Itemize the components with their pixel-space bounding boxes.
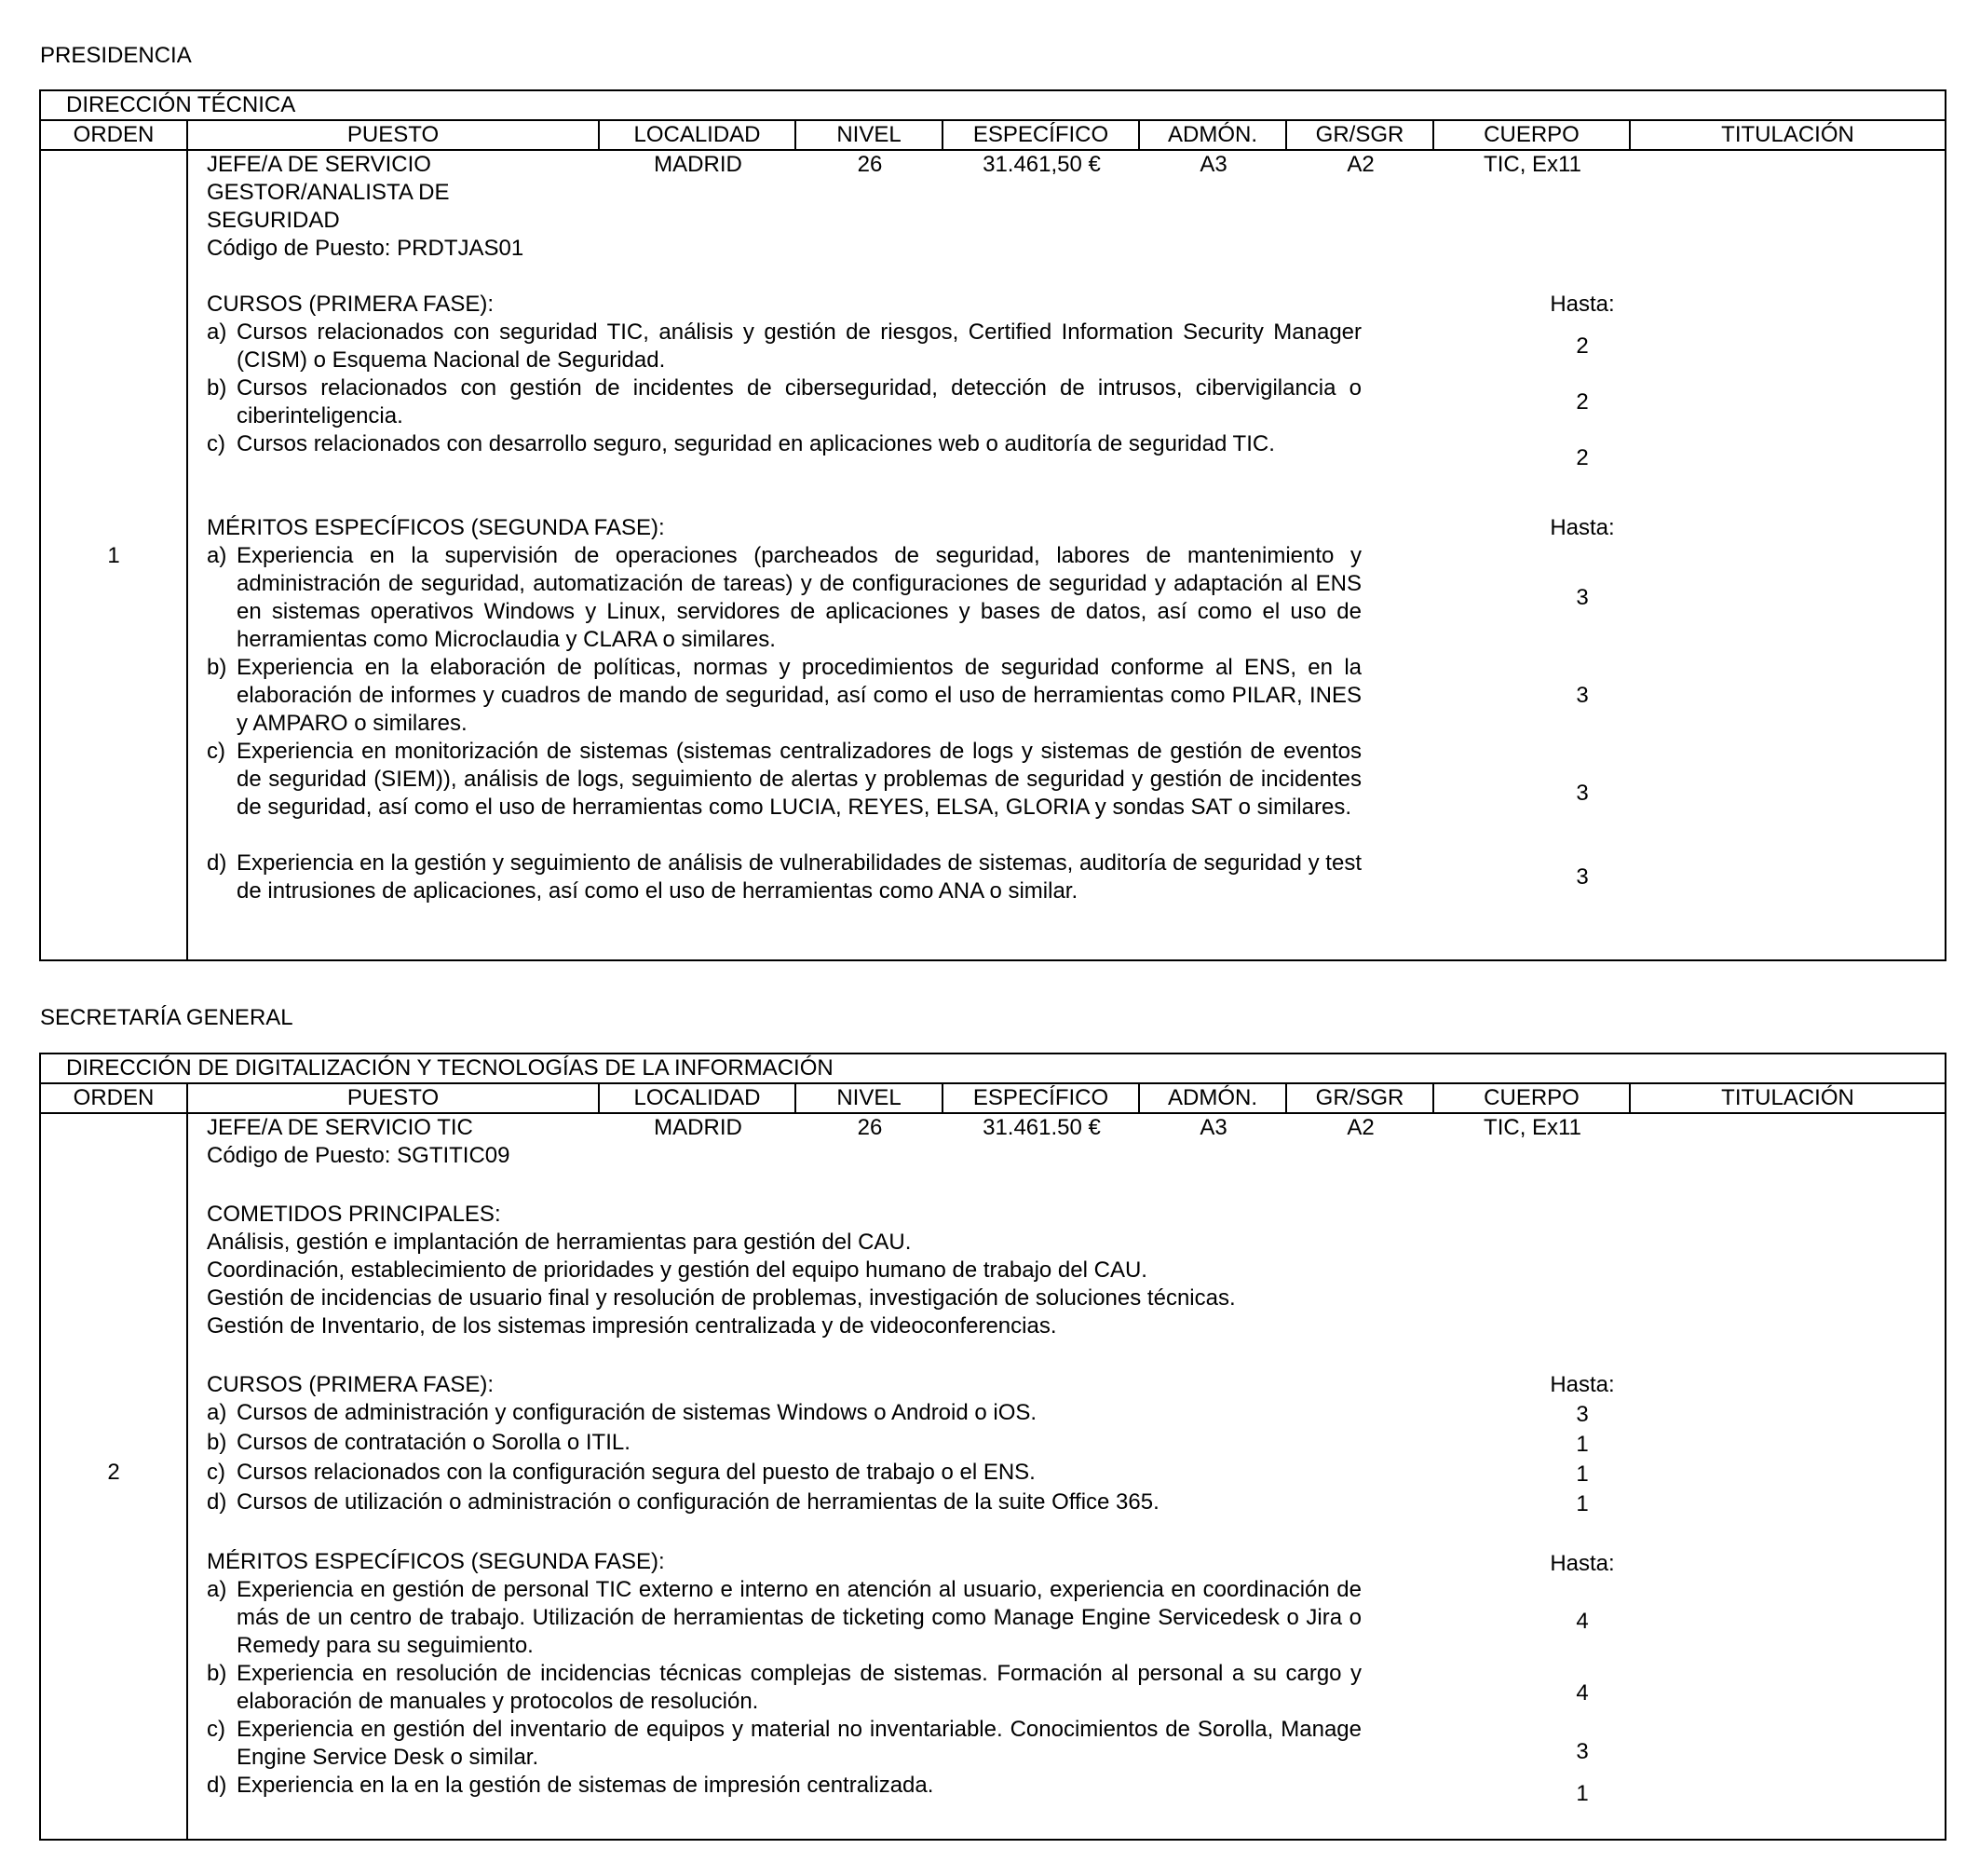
- section-title: SECRETARÍA GENERAL: [40, 1005, 293, 1030]
- merito-item: [207, 850, 1362, 905]
- puesto-line: GESTOR/ANALISTA DE: [207, 180, 450, 205]
- unit-name: DIRECCIÓN TÉCNICA: [41, 91, 1945, 121]
- item-label: d): [207, 850, 227, 876]
- curso-points: 2: [1576, 389, 1589, 415]
- unit-name: DIRECCIÓN DE DIGITALIZACIÓN Y TECNOLOGÍAS DE LA INFORMACIÓN: [41, 1054, 1945, 1084]
- merito-points: 3: [1576, 683, 1589, 708]
- curso-item: [207, 1459, 1362, 1489]
- cometido-line: Coordinación, establecimiento de prioridades y gestión del equipo humano de trabajo del CAU.: [207, 1257, 1147, 1283]
- orden-number: 1: [107, 543, 120, 568]
- puesto-code: Código de Puesto: PRDTJAS01: [207, 236, 524, 261]
- item-label: b): [207, 1661, 227, 1686]
- item-label: c): [207, 739, 225, 764]
- col-localidad: LOCALIDAD: [600, 1084, 796, 1112]
- item-text: Experiencia en gestión de personal TIC externo e interno en atención al usuario, experiencia en coordinación de más de un centro de trabajo. Utilización de herramientas de ticketing como Manage Engine Servicedesk o Jira o Remedy para su seguimiento.: [237, 1577, 1362, 1658]
- col-grsgr: GR/SGR: [1287, 1084, 1434, 1112]
- item-text: Cursos relacionados con desarrollo seguro, seguridad en aplicaciones web o auditoría de seguridad TIC.: [237, 431, 1275, 456]
- hasta-label: Hasta:: [1550, 292, 1615, 317]
- item-label: d): [207, 1489, 227, 1515]
- item-text: Cursos relacionados con gestión de incidentes de ciberseguridad, detección de intrusos, cibervigilancia o ciberinteligencia.: [237, 375, 1362, 428]
- col-especifico: ESPECÍFICO: [943, 121, 1140, 149]
- col-localidad: LOCALIDAD: [600, 121, 796, 149]
- col-grsgr: GR/SGR: [1287, 121, 1434, 149]
- merito-item: [207, 1716, 1362, 1772]
- merito-item: [207, 1660, 1362, 1716]
- job-table: [39, 89, 1946, 961]
- puesto-line: SEGURIDAD: [207, 208, 340, 233]
- merito-points: 1: [1576, 1781, 1589, 1806]
- nivel-value: 26: [857, 152, 883, 177]
- localidad-value: MADRID: [654, 152, 742, 177]
- especifico-value: 31.461.50 €: [983, 1115, 1101, 1140]
- col-orden: ORDEN: [41, 121, 188, 149]
- merito-points: 3: [1576, 1739, 1589, 1764]
- item-text: Experiencia en la elaboración de políticas, normas y procedimientos de seguridad conforme al ENS, en la elaboración de informes y cuadros de mando de seguridad, así como el uso de herramientas como PILAR, INES y AMPARO o similares.: [237, 655, 1362, 736]
- curso-item: [207, 430, 1362, 486]
- col-cuerpo: CUERPO: [1434, 121, 1631, 149]
- curso-points: 1: [1576, 1432, 1589, 1457]
- item-text: Cursos relacionados con seguridad TIC, análisis y gestión de riesgos, Certified Information Security Manager (CISM) o Esquema Nacional de Seguridad.: [237, 319, 1362, 373]
- nivel-value: 26: [857, 1115, 883, 1140]
- cursos-heading: CURSOS (PRIMERA FASE):: [207, 1372, 495, 1397]
- item-text: Cursos de contratación o Sorolla o ITIL.: [237, 1430, 631, 1455]
- hasta-label: Hasta:: [1550, 515, 1615, 540]
- merito-points: 4: [1576, 1680, 1589, 1706]
- merito-item: [207, 654, 1362, 738]
- cuerpo-value: TIC, Ex11: [1484, 1115, 1581, 1140]
- localidad-value: MADRID: [654, 1115, 742, 1140]
- grsgr-value: A2: [1347, 1115, 1375, 1140]
- item-label: c): [207, 1717, 225, 1742]
- merito-item: [207, 542, 1362, 654]
- item-label: a): [207, 543, 227, 568]
- item-text: Cursos de administración y configuración de sistemas Windows o Android o iOS.: [237, 1400, 1037, 1425]
- col-nivel: NIVEL: [796, 121, 943, 149]
- item-label: c): [207, 1460, 225, 1485]
- grsgr-value: A2: [1347, 152, 1375, 177]
- curso-points: 1: [1576, 1461, 1589, 1487]
- especifico-value: 31.461,50 €: [983, 152, 1101, 177]
- item-text: Experiencia en gestión del inventario de equipos y material no inventariable. Conocimientos de Sorolla, Manage Engine Service Desk o similar.: [237, 1717, 1362, 1770]
- puesto-detail: [207, 1114, 1362, 1801]
- col-titulacion: TITULACIÓN: [1721, 122, 1854, 147]
- item-label: d): [207, 1773, 227, 1798]
- orden-cell: [41, 1114, 188, 1839]
- merito-item: [207, 1576, 1362, 1660]
- item-text: Cursos relacionados con la configuración segura del puesto de trabajo o el ENS.: [237, 1460, 1036, 1485]
- col-puesto: PUESTO: [188, 1084, 600, 1112]
- item-text: Cursos de utilización o administración o configuración de herramientas de la suite Office 365.: [237, 1489, 1160, 1515]
- puesto-line: JEFE/A DE SERVICIO: [207, 152, 431, 177]
- merito-points: 3: [1576, 781, 1589, 806]
- column-header-row: [41, 1084, 1945, 1114]
- col-especifico: ESPECÍFICO: [943, 1084, 1140, 1112]
- col-titulacion: TITULACIÓN: [1721, 1085, 1854, 1110]
- admon-value: A3: [1200, 1115, 1227, 1140]
- orden-cell: [41, 151, 188, 959]
- item-label: a): [207, 1577, 227, 1602]
- col-nivel: NIVEL: [796, 1084, 943, 1112]
- item-text: Experiencia en la supervisión de operaciones (parcheados de seguridad, labores de mantenimiento y administración de seguridad, automatización de tareas) y de configuraciones de seguridad y adaptación al ENS en sistemas operativos Windows y Linux, servidores de aplicaciones y bases de datos, así como el uso de herramientas como Microclaudia y CLARA o similares.: [237, 543, 1362, 652]
- curso-item: [207, 1399, 1362, 1429]
- cometido-line: Gestión de incidencias de usuario final y resolución de problemas, investigación de soluciones técnicas.: [207, 1285, 1236, 1311]
- admon-value: A3: [1200, 152, 1227, 177]
- job-row: [41, 1114, 1945, 1839]
- item-text: Experiencia en monitorización de sistemas (sistemas centralizadores de logs y sistemas de gestión de eventos de seguridad (SIEM)), análisis de logs, seguimiento de alertas y problemas de seguridad y gestión de incidentes de seguridad, así como el uso de herramientas como LUCIA, REYES, ELSA, GLORIA y sondas SAT o similares.: [237, 739, 1362, 820]
- merito-points: 4: [1576, 1609, 1589, 1634]
- merito-points: 3: [1576, 585, 1589, 610]
- col-orden: ORDEN: [41, 1084, 188, 1112]
- item-text: Experiencia en la gestión y seguimiento de análisis de vulnerabilidades de sistemas, auditoría de seguridad y test de intrusiones de aplicaciones, así como el uso de herramientas como ANA o similar.: [237, 850, 1362, 904]
- curso-item: [207, 1489, 1362, 1518]
- job-row: [41, 151, 1945, 959]
- meritos-heading: MÉRITOS ESPECÍFICOS (SEGUNDA FASE):: [207, 515, 665, 540]
- curso-points: 2: [1576, 333, 1589, 359]
- cometidos-heading: COMETIDOS PRINCIPALES:: [207, 1202, 501, 1227]
- job-table: [39, 1053, 1946, 1841]
- curso-item: [207, 319, 1362, 374]
- item-label: a): [207, 1400, 227, 1425]
- item-label: b): [207, 375, 227, 401]
- merito-points: 3: [1576, 864, 1589, 890]
- puesto-line: JEFE/A DE SERVICIO TIC: [207, 1115, 473, 1140]
- curso-item: [207, 1429, 1362, 1459]
- merito-item: [207, 1772, 1362, 1801]
- item-text: Experiencia en la en la gestión de sistemas de impresión centralizada.: [237, 1773, 934, 1798]
- cometido-line: Gestión de Inventario, de los sistemas impresión centralizada y de videoconferencias.: [207, 1313, 1057, 1339]
- col-admon: ADMÓN.: [1140, 1084, 1287, 1112]
- col-puesto: PUESTO: [188, 121, 600, 149]
- curso-points: 3: [1576, 1402, 1589, 1427]
- col-admon: ADMÓN.: [1140, 121, 1287, 149]
- orden-number: 2: [107, 1460, 120, 1485]
- curso-item: [207, 374, 1362, 430]
- item-label: a): [207, 319, 227, 345]
- cometido-line: Análisis, gestión e implantación de herramientas para gestión del CAU.: [207, 1230, 912, 1255]
- col-cuerpo: CUERPO: [1434, 1084, 1631, 1112]
- item-text: Experiencia en resolución de incidencias técnicas complejas de sistemas. Formación al personal a su cargo y elaboración de manuales y protocolos de resolución.: [237, 1661, 1362, 1714]
- item-label: c): [207, 431, 225, 456]
- cursos-heading: CURSOS (PRIMERA FASE):: [207, 292, 495, 317]
- curso-points: 1: [1576, 1491, 1589, 1516]
- merito-item: [207, 738, 1362, 850]
- hasta-label: Hasta:: [1550, 1372, 1615, 1397]
- puesto-detail: [207, 151, 1362, 905]
- puesto-code: Código de Puesto: SGTITIC09: [207, 1143, 510, 1168]
- meritos-heading: MÉRITOS ESPECÍFICOS (SEGUNDA FASE):: [207, 1549, 665, 1574]
- curso-points: 2: [1576, 445, 1589, 470]
- item-label: b): [207, 655, 227, 680]
- cuerpo-value: TIC, Ex11: [1484, 152, 1581, 177]
- item-label: b): [207, 1430, 227, 1455]
- hasta-label: Hasta:: [1550, 1551, 1615, 1576]
- column-header-row: [41, 121, 1945, 151]
- section-title: PRESIDENCIA: [40, 43, 192, 68]
